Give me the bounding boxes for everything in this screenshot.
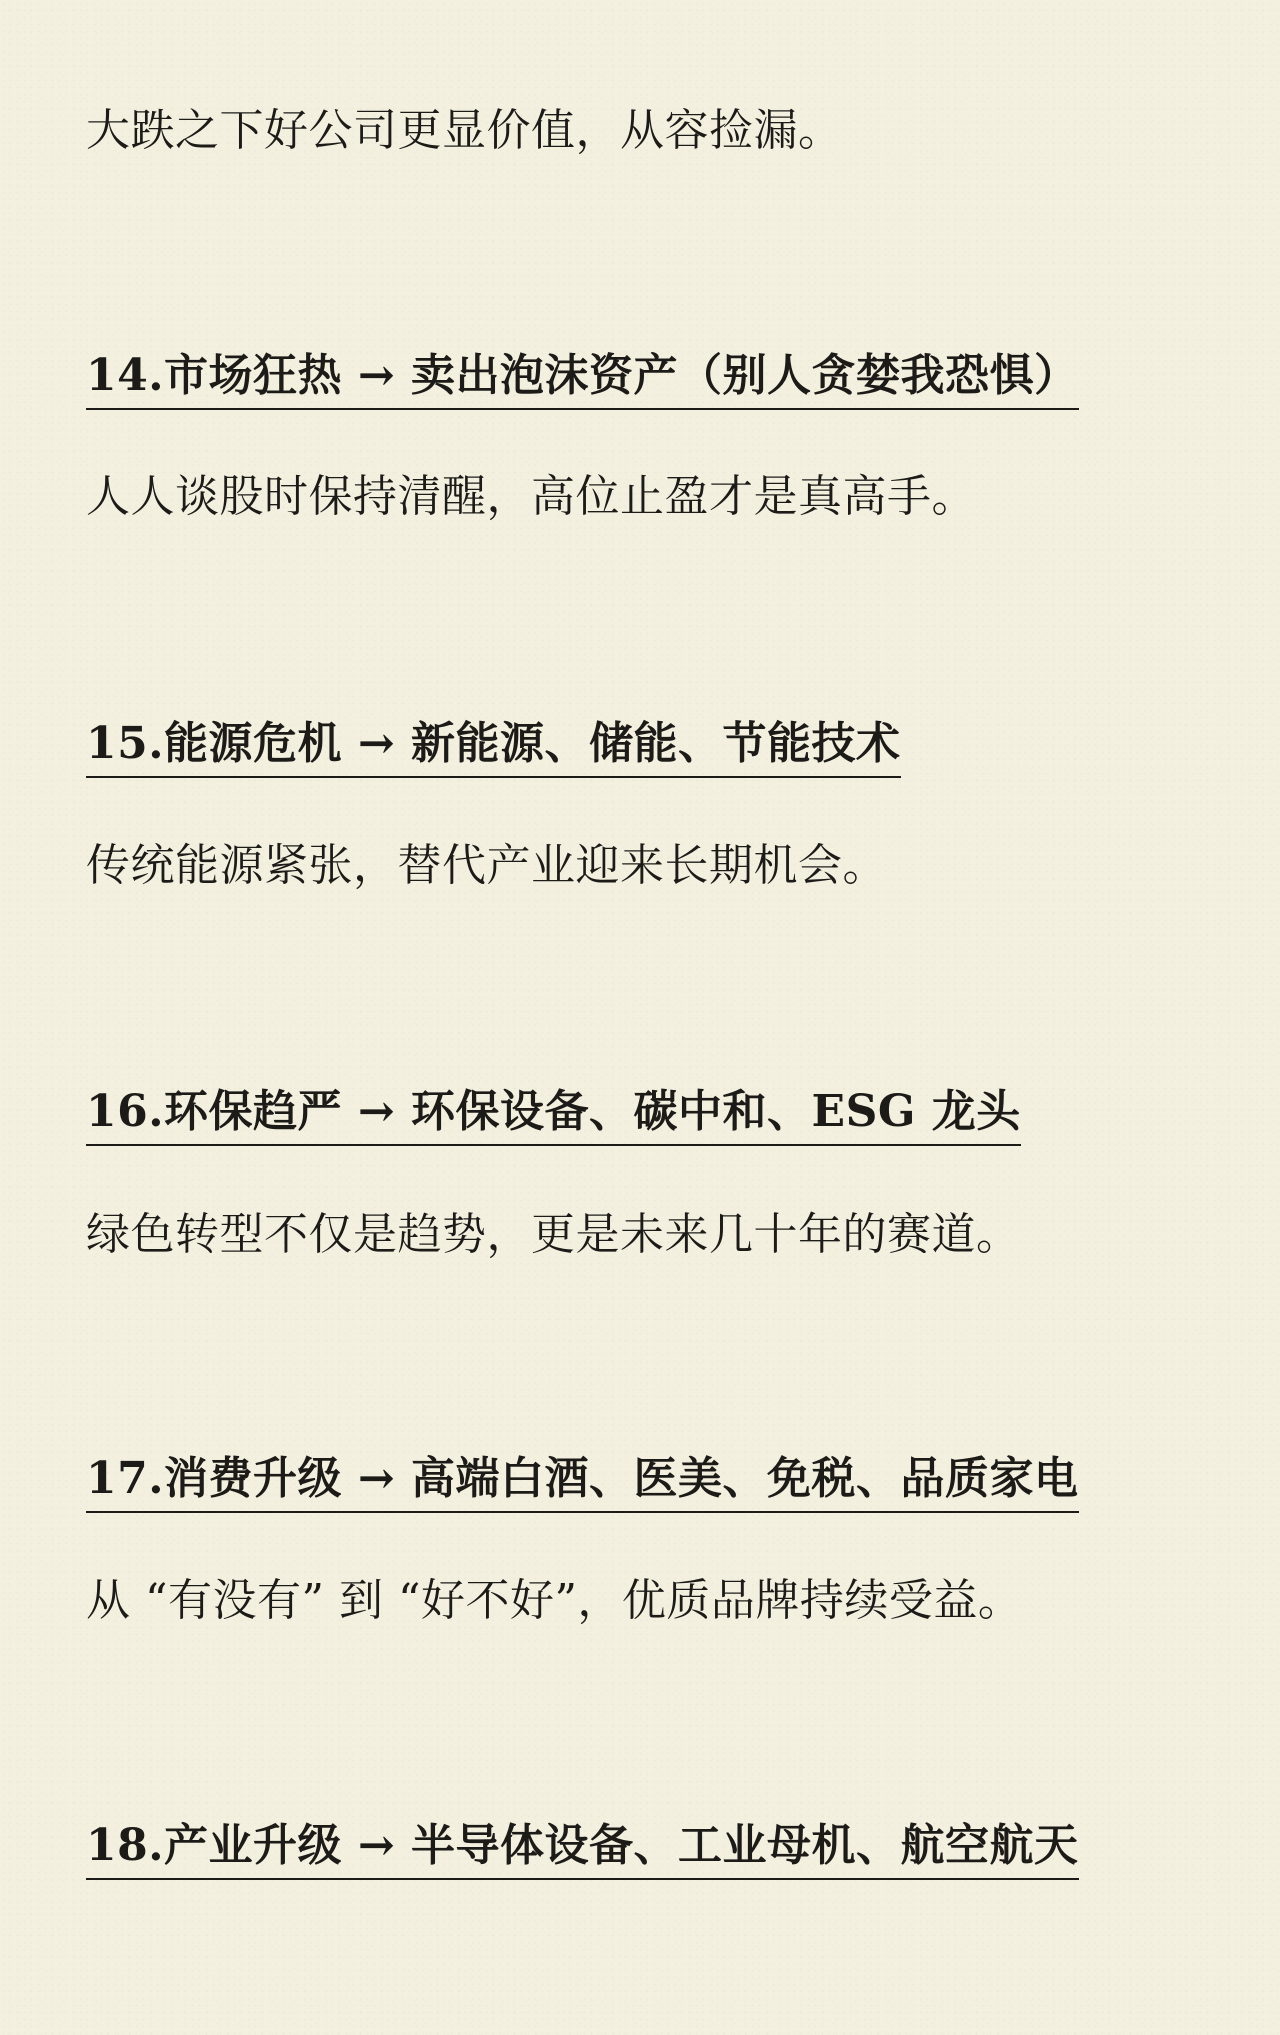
section-heading: 18.产业升级 → 半导体设备、工业母机、航空航天 (86, 1818, 1079, 1880)
section-heading: 14.市场狂热 → 卖出泡沫资产（别人贪婪我恐惧） (86, 348, 1079, 410)
intro-text: 大跌之下好公司更显价值，从容捡漏。 (86, 105, 843, 156)
section-body: 人人谈股时保持清醒，高位止盈才是真高手。 (86, 471, 976, 522)
section-body: 从 “有没有” 到 “好不好”，优质品牌持续受益。 (86, 1575, 1023, 1626)
section-heading: 17.消费升级 → 高端白酒、医美、免税、品质家电 (86, 1451, 1079, 1513)
section-heading: 15.能源危机 → 新能源、储能、节能技术 (86, 716, 901, 778)
section-heading: 16.环保趋严 → 环保设备、碳中和、ESG 龙头 (86, 1084, 1021, 1146)
section-body: 绿色转型不仅是趋势，更是未来几十年的赛道。 (86, 1209, 1021, 1260)
section-body: 传统能源紧张，替代产业迎来长期机会。 (86, 840, 887, 891)
